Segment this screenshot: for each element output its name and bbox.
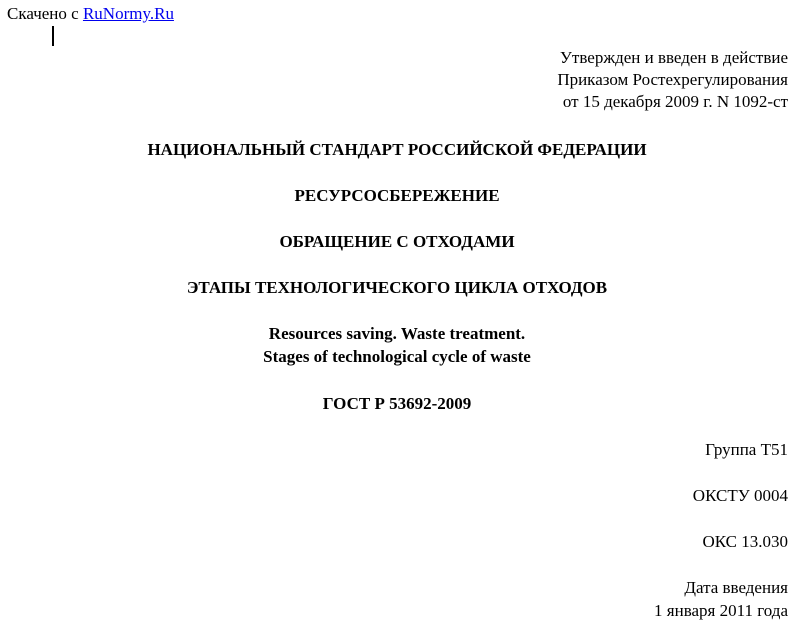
- national-standard-heading: НАЦИОНАЛЬНЫЙ СТАНДАРТ РОССИЙСКОЙ ФЕДЕРАЦИИ: [147, 140, 647, 159]
- source-prefix: Скачено с: [7, 4, 83, 23]
- title-resource-saving: РЕСУРСОСБЕРЕЖЕНИЕ: [294, 186, 500, 205]
- effective-date-label: Дата введения: [684, 578, 788, 597]
- source-line: [7, 3, 174, 25]
- title-waste-stages: ЭТАПЫ ТЕХНОЛОГИЧЕСКОГО ЦИКЛА ОТХОДОВ: [186, 278, 608, 297]
- oks-code: ОКС 13.030: [702, 532, 788, 551]
- approval-line-2: Приказом Ростехрегулирования: [557, 70, 788, 89]
- english-title-line-1: Resources saving. Waste treatment.: [268, 324, 526, 343]
- group-code: Группа Т51: [705, 440, 788, 459]
- english-title-line-2: Stages of technological cycle of waste: [263, 347, 531, 366]
- approval-line-3: от 15 декабря 2009 г. N 1092-ст: [562, 92, 788, 111]
- source-link[interactable]: RuNormy.Ru: [82, 4, 174, 23]
- approval-line-1: Утвержден и введен в действие: [559, 48, 788, 67]
- approval-block: [557, 47, 788, 113]
- effective-date-value: 1 января 2011 года: [654, 601, 788, 620]
- okstu-code: ОКСТУ 0004: [692, 486, 788, 505]
- standard-code: ГОСТ Р 53692-2009: [322, 394, 472, 413]
- text-cursor: [52, 26, 54, 46]
- title-waste-treatment: ОБРАЩЕНИЕ С ОТХОДАМИ: [279, 232, 515, 251]
